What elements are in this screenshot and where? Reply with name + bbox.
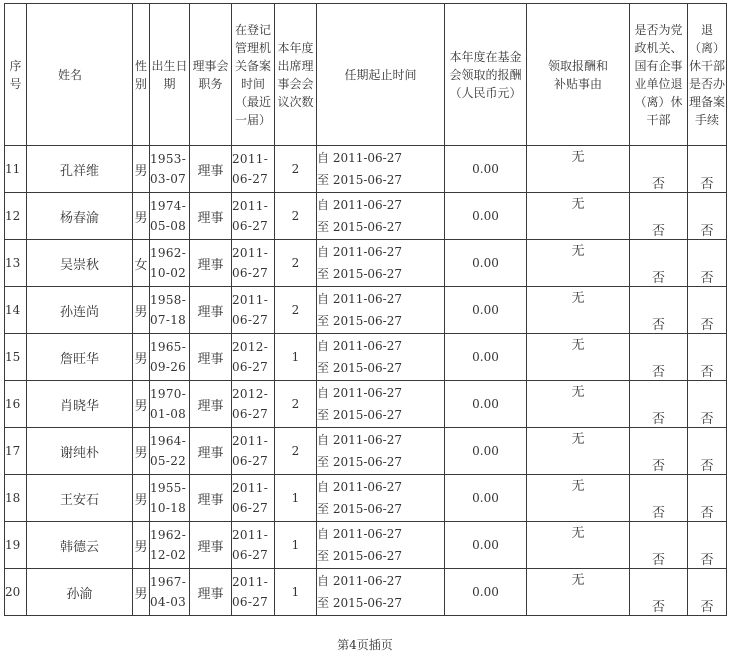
filing-flag: 否 xyxy=(688,146,727,193)
retired-cadre-flag: 否 xyxy=(630,193,688,240)
annual-pay: 0.00 xyxy=(445,475,527,522)
term-end: 至 2015-06-27 xyxy=(317,220,403,234)
member-name: 肖晓华 xyxy=(27,381,133,428)
birth-date: 1962-12-02 xyxy=(150,522,190,569)
member-gender: 男 xyxy=(133,287,150,334)
pay-reason: 无 xyxy=(527,522,630,569)
annual-pay: 0.00 xyxy=(445,146,527,193)
registration-date: 2012-06-27 xyxy=(232,334,275,381)
header-name: 姓名 xyxy=(27,4,133,146)
registration-date: 2011-06-27 xyxy=(232,240,275,287)
member-gender: 男 xyxy=(133,381,150,428)
retired-cadre-flag: 否 xyxy=(630,569,688,616)
board-role: 理事 xyxy=(190,475,232,522)
member-gender: 男 xyxy=(133,193,150,240)
annual-pay: 0.00 xyxy=(445,381,527,428)
header-row xyxy=(5,4,727,146)
registration-date: 2012-06-27 xyxy=(232,381,275,428)
member-name: 詹旺华 xyxy=(27,334,133,381)
annual-pay: 0.00 xyxy=(445,287,527,334)
term-start: 自 2011-06-27 xyxy=(317,292,403,306)
member-name: 杨春渝 xyxy=(27,193,133,240)
birth-date: 1965-09-26 xyxy=(150,334,190,381)
filing-flag: 否 xyxy=(688,569,727,616)
retired-cadre-flag: 否 xyxy=(630,381,688,428)
annual-pay: 0.00 xyxy=(445,334,527,381)
pay-reason: 无 xyxy=(527,428,630,475)
retired-cadre-flag: 否 xyxy=(630,287,688,334)
registration-date: 2011-06-27 xyxy=(232,522,275,569)
term-period xyxy=(317,287,445,334)
term-start: 自 2011-06-27 xyxy=(317,198,403,212)
filing-flag: 否 xyxy=(688,287,727,334)
term-start: 自 2011-06-27 xyxy=(317,245,403,259)
filing-flag: 否 xyxy=(688,475,727,522)
term-period xyxy=(317,334,445,381)
member-name: 韩德云 xyxy=(27,522,133,569)
birth-date: 1964-05-22 xyxy=(150,428,190,475)
filing-flag: 否 xyxy=(688,381,727,428)
term-period xyxy=(317,193,445,240)
term-end: 至 2015-06-27 xyxy=(317,361,403,375)
term-end: 至 2015-06-27 xyxy=(317,408,403,422)
term-period xyxy=(317,381,445,428)
term-start: 自 2011-06-27 xyxy=(317,433,403,447)
table-row xyxy=(5,240,727,287)
birth-date: 1958-07-18 xyxy=(150,287,190,334)
retired-cadre-flag: 否 xyxy=(630,475,688,522)
member-name: 孙连尚 xyxy=(27,287,133,334)
birth-date: 1955-10-18 xyxy=(150,475,190,522)
term-period xyxy=(317,146,445,193)
retired-cadre-flag: 否 xyxy=(630,334,688,381)
board-role: 理事 xyxy=(190,428,232,475)
annual-pay: 0.00 xyxy=(445,240,527,287)
header-role: 理事会职务 xyxy=(190,4,232,146)
pay-reason: 无 xyxy=(527,475,630,522)
member-gender: 男 xyxy=(133,522,150,569)
birth-date: 1974-05-08 xyxy=(150,193,190,240)
row-number: 18 xyxy=(5,475,27,522)
term-period xyxy=(317,428,445,475)
pay-reason: 无 xyxy=(527,193,630,240)
page-footer: 第4页插页 xyxy=(337,638,393,652)
birth-date: 1970-01-08 xyxy=(150,381,190,428)
pay-reason: 无 xyxy=(527,334,630,381)
pay-reason: 无 xyxy=(527,146,630,193)
filing-flag: 否 xyxy=(688,240,727,287)
meeting-attendance: 2 xyxy=(275,146,317,193)
filing-flag: 否 xyxy=(688,428,727,475)
meeting-attendance: 2 xyxy=(275,428,317,475)
registration-date: 2011-06-27 xyxy=(232,193,275,240)
board-role: 理事 xyxy=(190,287,232,334)
row-number: 19 xyxy=(5,522,27,569)
term-end: 至 2015-06-27 xyxy=(317,596,403,610)
term-start: 自 2011-06-27 xyxy=(317,339,403,353)
pay-reason: 无 xyxy=(527,569,630,616)
row-number: 11 xyxy=(5,146,27,193)
term-period xyxy=(317,240,445,287)
member-name: 谢纯朴 xyxy=(27,428,133,475)
meeting-attendance: 1 xyxy=(275,475,317,522)
row-number: 12 xyxy=(5,193,27,240)
registration-date: 2011-06-27 xyxy=(232,146,275,193)
member-name: 吴崇秋 xyxy=(27,240,133,287)
board-role: 理事 xyxy=(190,240,232,287)
member-name: 孔祥维 xyxy=(27,146,133,193)
annual-pay: 0.00 xyxy=(445,193,527,240)
registration-date: 2011-06-27 xyxy=(232,569,275,616)
header-attendance: 本年度出席理事会会议次数 xyxy=(275,4,317,146)
term-start: 自 2011-06-27 xyxy=(317,527,403,541)
table-row xyxy=(5,522,727,569)
meeting-attendance: 1 xyxy=(275,569,317,616)
meeting-attendance: 2 xyxy=(275,381,317,428)
term-end: 至 2015-06-27 xyxy=(317,314,403,328)
pay-reason: 无 xyxy=(527,381,630,428)
registration-date: 2011-06-27 xyxy=(232,475,275,522)
member-gender: 男 xyxy=(133,334,150,381)
board-role: 理事 xyxy=(190,146,232,193)
header-pay: 本年度在基金会领取的报酬（人民币元） xyxy=(445,4,527,146)
table-row xyxy=(5,428,727,475)
row-number: 16 xyxy=(5,381,27,428)
meeting-attendance: 1 xyxy=(275,522,317,569)
term-start: 自 2011-06-27 xyxy=(317,574,403,588)
member-gender: 男 xyxy=(133,146,150,193)
term-period xyxy=(317,475,445,522)
header-term: 任期起止时间 xyxy=(317,4,445,146)
birth-date: 1967-04-03 xyxy=(150,569,190,616)
table-row xyxy=(5,334,727,381)
meeting-attendance: 2 xyxy=(275,287,317,334)
row-number: 20 xyxy=(5,569,27,616)
term-end: 至 2015-06-27 xyxy=(317,549,403,563)
retired-cadre-flag: 否 xyxy=(630,146,688,193)
term-end: 至 2015-06-27 xyxy=(317,455,403,469)
header-num: 序号 xyxy=(5,4,27,146)
term-period xyxy=(317,522,445,569)
meeting-attendance: 2 xyxy=(275,193,317,240)
table-row xyxy=(5,146,727,193)
header-gender: 性别 xyxy=(133,4,150,146)
birth-date: 1953-03-07 xyxy=(150,146,190,193)
term-end: 至 2015-06-27 xyxy=(317,502,403,516)
annual-pay: 0.00 xyxy=(445,569,527,616)
meeting-attendance: 2 xyxy=(275,240,317,287)
table-row xyxy=(5,193,727,240)
member-name: 孙渝 xyxy=(27,569,133,616)
header-retired: 是否为党政机关、国有企事业单位退（离）休干部 xyxy=(630,4,688,146)
term-start: 自 2011-06-27 xyxy=(317,386,403,400)
board-role: 理事 xyxy=(190,522,232,569)
annual-pay: 0.00 xyxy=(445,522,527,569)
pay-reason: 无 xyxy=(527,287,630,334)
meeting-attendance: 1 xyxy=(275,334,317,381)
filing-flag: 否 xyxy=(688,193,727,240)
table-row xyxy=(5,475,727,522)
retired-cadre-flag: 否 xyxy=(630,428,688,475)
retired-cadre-flag: 否 xyxy=(630,522,688,569)
row-number: 17 xyxy=(5,428,27,475)
registration-date: 2011-06-27 xyxy=(232,428,275,475)
registration-date: 2011-06-27 xyxy=(232,287,275,334)
term-start: 自 2011-06-27 xyxy=(317,480,403,494)
header-registered: 在登记管理机关备案时间（最近一届） xyxy=(232,4,275,146)
member-gender: 男 xyxy=(133,428,150,475)
member-gender: 男 xyxy=(133,475,150,522)
retired-cadre-flag: 否 xyxy=(630,240,688,287)
term-start: 自 2011-06-27 xyxy=(317,151,403,165)
member-gender: 男 xyxy=(133,569,150,616)
annual-pay: 0.00 xyxy=(445,428,527,475)
board-member-table xyxy=(4,3,727,616)
table-row xyxy=(5,287,727,334)
table-row xyxy=(5,569,727,616)
term-end: 至 2015-06-27 xyxy=(317,267,403,281)
board-role: 理事 xyxy=(190,381,232,428)
filing-flag: 否 xyxy=(688,334,727,381)
term-period xyxy=(317,569,445,616)
board-role: 理事 xyxy=(190,334,232,381)
board-role: 理事 xyxy=(190,193,232,240)
term-end: 至 2015-06-27 xyxy=(317,173,403,187)
table-row xyxy=(5,381,727,428)
pay-reason: 无 xyxy=(527,240,630,287)
birth-date: 1962-10-02 xyxy=(150,240,190,287)
row-number: 14 xyxy=(5,287,27,334)
header-birth: 出生日期 xyxy=(150,4,190,146)
header-reason: 领取报酬和补贴事由 xyxy=(527,4,630,146)
row-number: 15 xyxy=(5,334,27,381)
member-gender: 女 xyxy=(133,240,150,287)
board-role: 理事 xyxy=(190,569,232,616)
header-filed: 退（离）休干部是否办理备案手续 xyxy=(688,4,727,146)
filing-flag: 否 xyxy=(688,522,727,569)
row-number: 13 xyxy=(5,240,27,287)
member-name: 王安石 xyxy=(27,475,133,522)
